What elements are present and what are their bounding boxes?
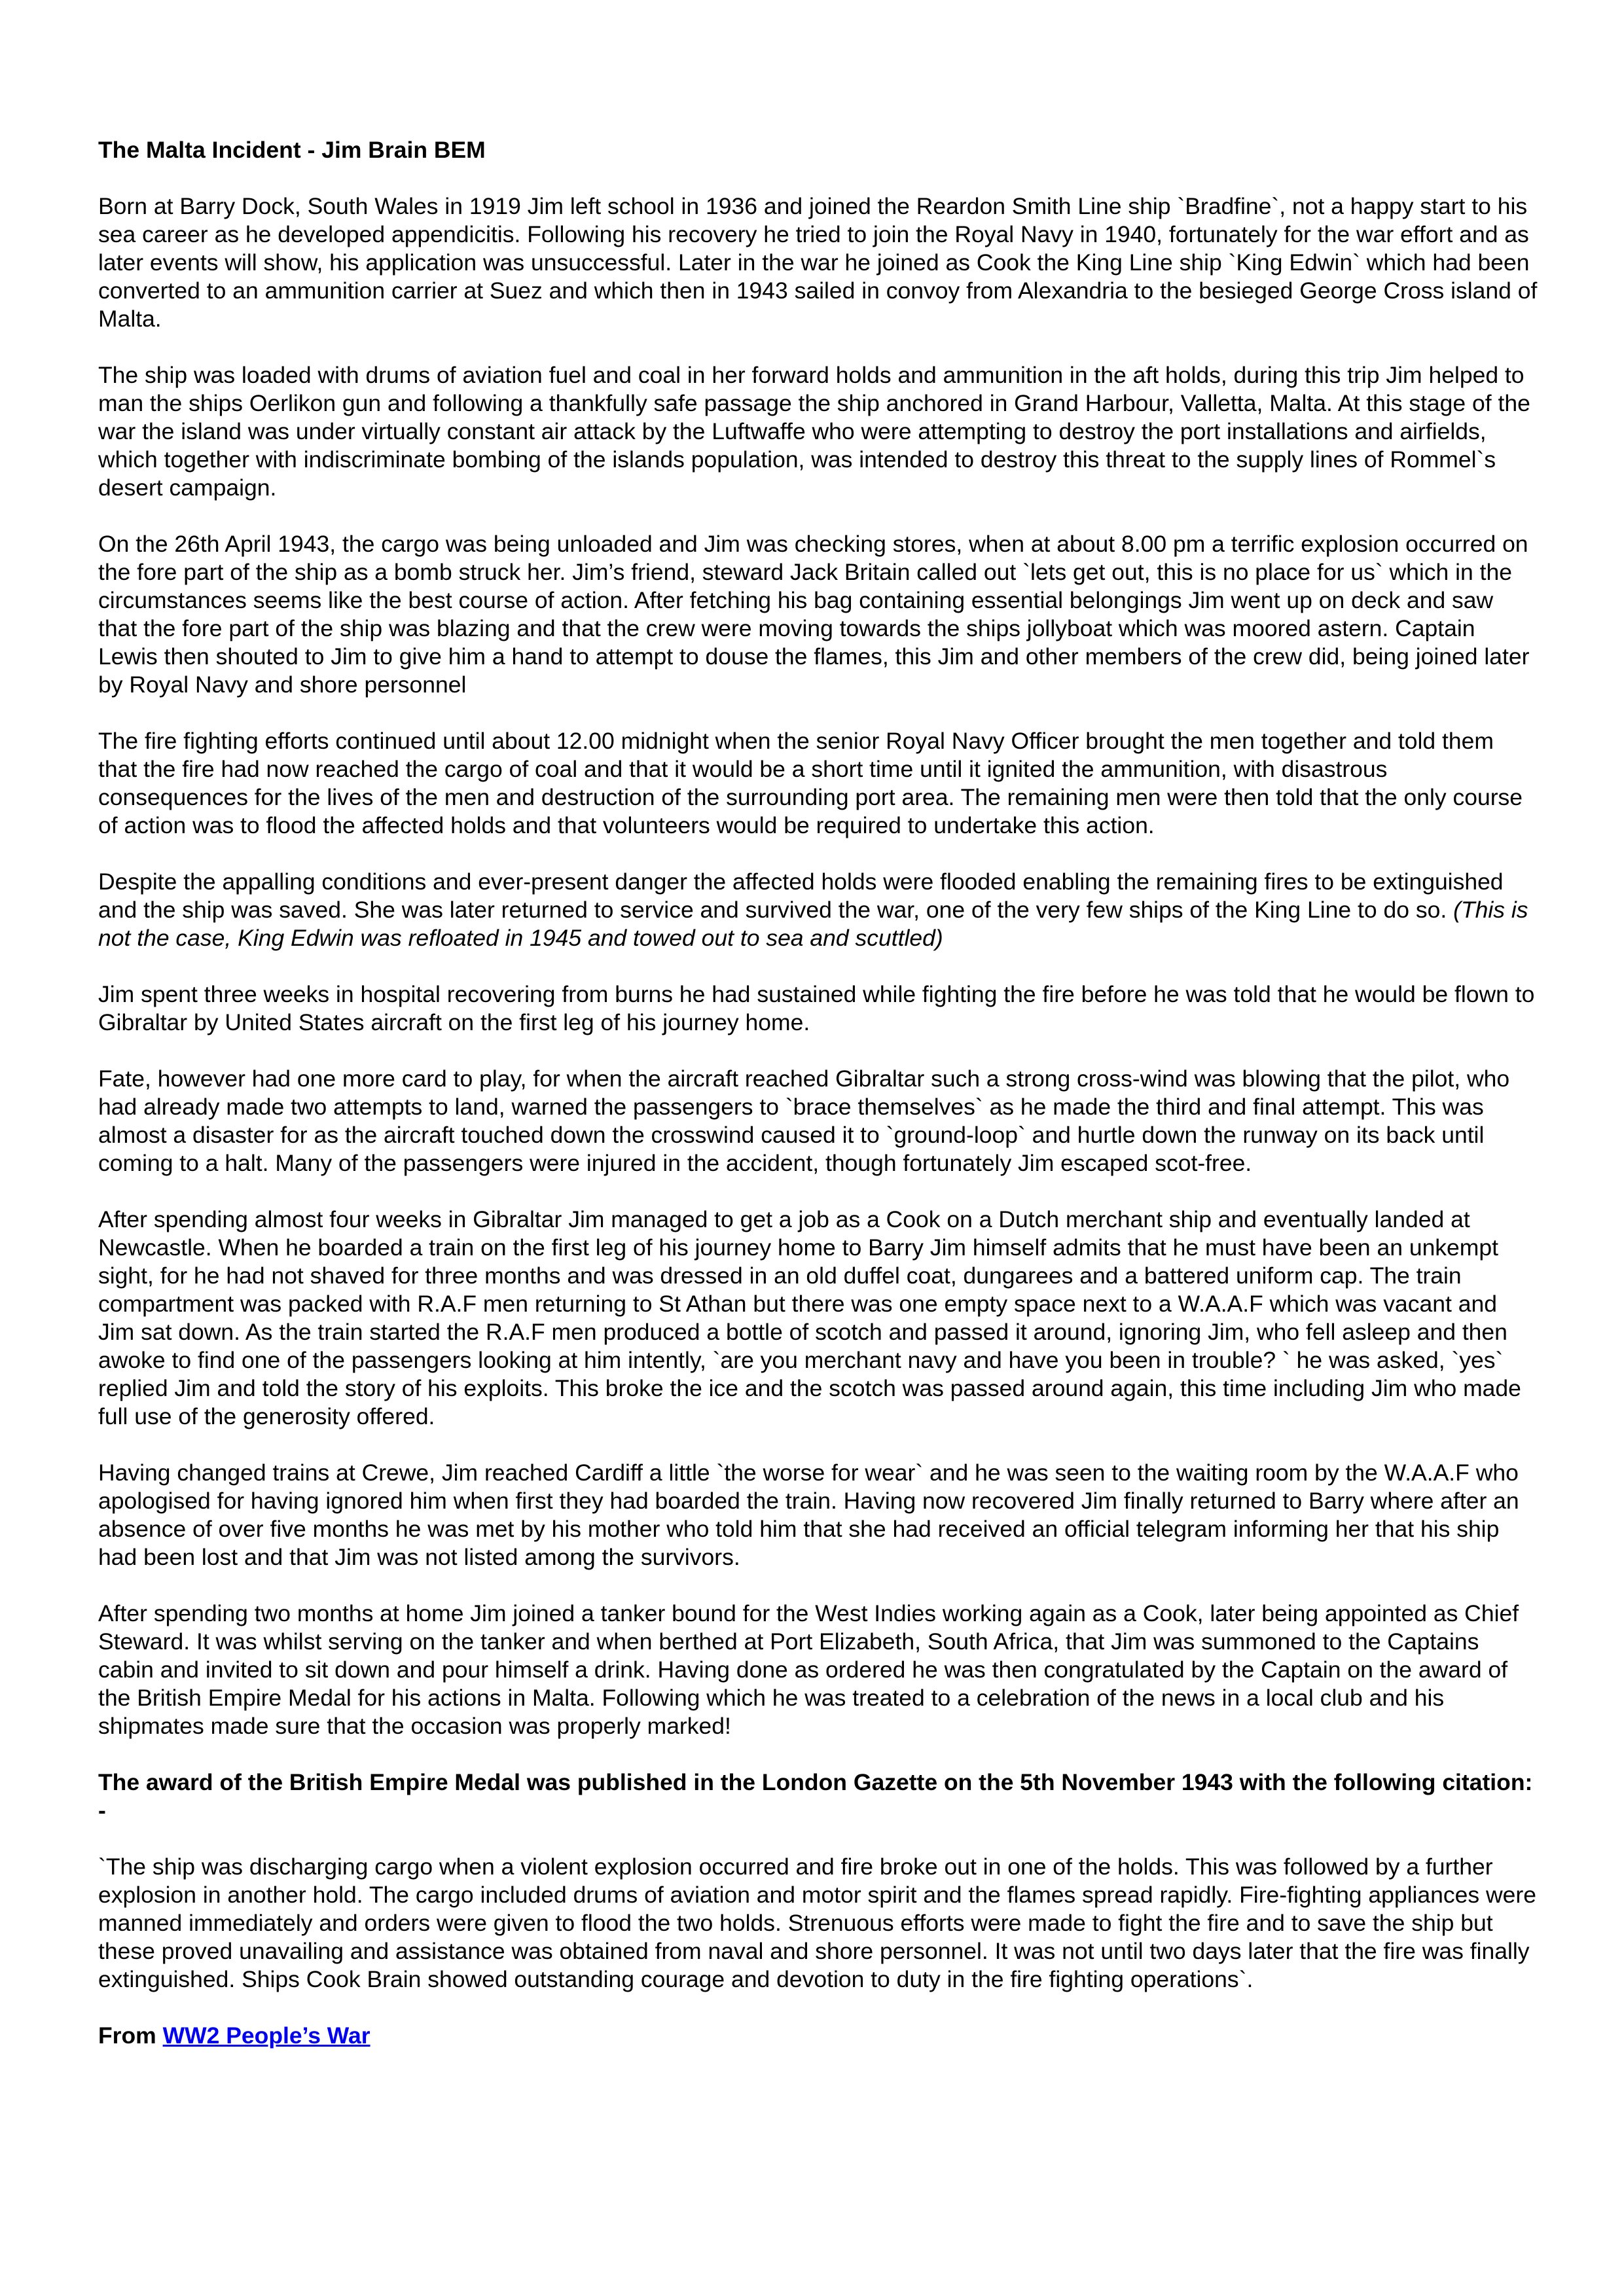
paragraph-early-life: Born at Barry Dock, South Wales in 1919 Jim left school in 1936 and joined the Reardon Smith Line ship `Bradfine`, not a happy start to his sea career as he developed appendicitis. Following his recovery he tried to join the Royal Navy in 1940, fortunately for the war effort and as later events will show, his application was unsuccessful. Later in the war he joined as Cook the King Line ship `King Edwin` which had been converted to an ammunition carrier at Suez and which then in 1943 sailed in convoy from Alexandria to the besieged George Cross island of Malta. [98, 193, 1538, 332]
paragraph-train-journey: After spending almost four weeks in Gibraltar Jim managed to get a job as a Cook on a Dutch merchant ship and eventually landed at Newcastle. When he boarded a train on the first leg of his journey home to Barry Jim himself admits that he must have been an unkempt sight, for he had not shaved for three months and was dressed in an old duffel coat, dungarees and a battered uniform cap. The train compartment was packed with R.A.F men returning to St Athan but there was one empty space next to a W.A.A.F which was vacant and Jim sat down. As the train started the R.A.F men produced a bottle of scotch and passed it around, ignoring Jim, who fell asleep and then awoke to find one of the passengers looking at him intently, `are you merchant navy and have you been in trouble? ` he was asked, `yes` replied Jim and told the story of his exploits. This broke the ice and the scotch was passed around again, this time including Jim who made full use of the generosity offered. [98, 1206, 1521, 1429]
paragraph-return-home: Having changed trains at Crewe, Jim reached Cardiff a little `the worse for wear` and he was seen to the waiting room by the W.A.A.F who apologised for having ignored him when first they had boarded the train. Having now recovered Jim finally returned to Barry where after an absence of over five months he was met by his mother who told him that she had received an official telegram informing her that his ship had been lost and that Jim was not listed among the survivors. [98, 1460, 1519, 1570]
ship-saved-text: Despite the appalling conditions and ever-present danger the affected holds were flooded enabling the remaining fires to be extinguished and the ship was saved. She was later returned to service and survived the war, one of the very few ships of the King Line to do so. [98, 869, 1504, 923]
source-line [98, 2022, 1538, 2050]
award-heading: The award of the British Empire Medal was published in the London Gazette on the 5th November 1943 with the following citation: - [98, 1769, 1533, 1823]
document-page [98, 136, 1538, 2078]
paragraph-award-news: After spending two months at home Jim joined a tanker bound for the West Indies working again as a Cook, later being appointed as Chief Steward. It was whilst serving on the tanker and when berthed at Port Elizabeth, South Africa, that Jim was summoned to the Captains cabin and invited to sit down and pour himself a drink. Having done as ordered he was then congratulated by the Captain on the award of the British Empire Medal for his actions in Malta. Following which he was treated to a celebration of the news in a local club and his shipmates made sure that the occasion was properly marked! [98, 1600, 1519, 1739]
source-prefix: From [98, 2022, 156, 2049]
source-link[interactable]: WW2 People’s War [162, 2022, 370, 2049]
paragraph-fire-fighting: The fire fighting efforts continued until about 12.00 midnight when the senior Royal Navy Officer brought the men together and told them that the fire had now reached the cargo of coal and that it would be a short time until it ignited the ammunition, with disastrous consequences for the lives of the men and destruction of the surrounding port area. The remaining men were then told that the only course of action was to flood the affected holds and that volunteers would be required to undertake this action. [98, 728, 1523, 838]
paragraph-explosion: On the 26th April 1943, the cargo was being unloaded and Jim was checking stores, when at about 8.00 pm a terrific explosion occurred on the fore part of the ship as a bomb struck her. Jim’s friend, steward Jack Britain called out `lets get out, this is no place for us` which in the circumstances seems like the best course of action. After fetching his bag containing essential belongings Jim went up on deck and saw that the fore part of the ship was blazing and that the crew were moving towards the ships jollyboat which was moored astern. Captain Lewis then shouted to Jim to give him a hand to attempt to douse the flames, this Jim and other members of the crew did, being joined later by Royal Navy and shore personnel [98, 531, 1530, 698]
citation-text: `The ship was discharging cargo when a violent explosion occurred and fire broke out in one of the holds. This was followed by a further explosion in another hold. The cargo included drums of aviation and motor spirit and the flames spread rapidly. Fire-fighting appliances were manned immediately and orders were given to flood the two holds. Strenuous efforts were made to fight the fire and to save the ship but these proved unavailing and assistance was obtained from naval and shore personnel. It was not until two days later that the fire was finally extinguished. Ships Cook Brain showed outstanding courage and devotion to duty in the fire fighting operations`. [98, 1854, 1536, 1992]
paragraph-hospital: Jim spent three weeks in hospital recovering from burns he had sustained while fighting the fire before he was told that he would be flown to Gibraltar by United States aircraft on the first leg of his journey home. [98, 981, 1535, 1035]
document-title: The Malta Incident - Jim Brain BEM [98, 137, 486, 163]
paragraph-ship-saved [98, 868, 1538, 952]
correction-note: (This is not the case, King Edwin was refloated in 1945 and towed out to sea and scuttled) [98, 897, 1528, 951]
paragraph-gibraltar-landing: Fate, however had one more card to play, for when the aircraft reached Gibraltar such a strong cross-wind was blowing that the pilot, who had already made two attempts to land, warned the passengers to `brace themselves` as he made the third and final attempt. This was almost a disaster for as the aircraft touched down the crosswind caused it to `ground-loop` and hurtle down the runway on its back until coming to a halt. Many of the passengers were injured in the accident, though fortunately Jim escaped scot-free. [98, 1066, 1510, 1176]
paragraph-ship-loading: The ship was loaded with drums of aviation fuel and coal in her forward holds and ammunition in the aft holds, during this trip Jim helped to man the ships Oerlikon gun and following a thankfully safe passage the ship anchored in Grand Harbour, Valletta, Malta. At this stage of the war the island was under virtually constant air attack by the Luftwaffe who were attempting to destroy the port installations and airfields, which together with indiscriminate bombing of the islands population, was intended to destroy this threat to the supply lines of Rommel`s desert campaign. [98, 362, 1530, 501]
